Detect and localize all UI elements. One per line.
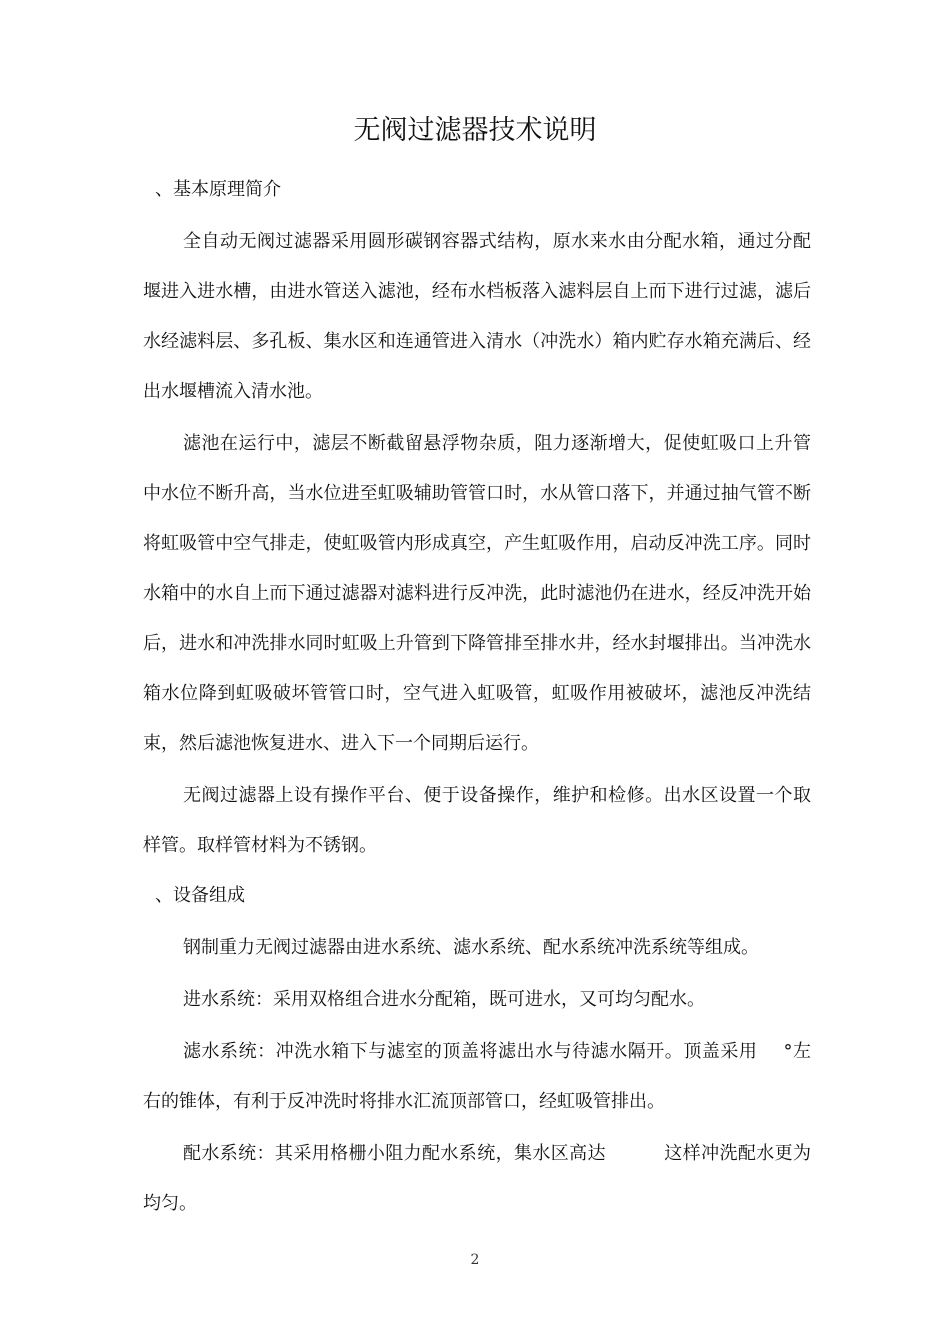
distribution-text-b: 这样冲洗配水更为均匀。 <box>143 1143 812 1214</box>
document-body <box>143 165 811 1229</box>
paragraph-distribution-system <box>143 1129 811 1229</box>
paragraph-filter-system <box>143 1027 811 1127</box>
filter-system-text-b: 左右的锥体，有利于反冲洗时将排水汇流顶部管口，经虹吸管排出。 <box>143 1041 811 1112</box>
document-title: 无阀过滤器技术说明 <box>353 115 597 146</box>
paragraph-composition-intro: 钢制重力无阀过滤器由进水系统、滤水系统、配水系统冲洗系统等组成。 <box>183 937 759 958</box>
filter-system-text-a: 滤水系统：冲洗水箱下与滤室的顶盖将滤出水与待滤水隔开。顶盖采用 <box>183 1041 758 1062</box>
paragraph-inlet-system: 进水系统：采用双格组合进水分配箱，既可进水，又可均匀配水。 <box>183 989 705 1010</box>
paragraph-principle-3: 无阀过滤器上设有操作平台、便于设备操作，维护和检修。出水区设置一个取样管。取样管材料为不锈钢。 <box>143 785 811 856</box>
page-number: 2 <box>470 1252 480 1268</box>
paragraph-principle-1: 全自动无阀过滤器采用圆形碳钢容器式结构，原水来水由分配水箱，通过分配堰进入进水槽，由进水管送入滤池，经布水档板落入滤料层自上而下进行过滤，滤后水经滤料层、多孔板、集水区和连通管进入清水（冲洗水）箱内贮存水箱充满后、经出水堰槽流入清水池。 <box>143 231 811 402</box>
section-heading-principle: 、基本原理简介 <box>155 179 281 200</box>
degree-symbol: ° <box>783 1041 793 1062</box>
paragraph-principle-2: 滤池在运行中，滤层不断截留悬浮物杂质，阻力逐渐增大，促使虹吸口上升管中水位不断升高，当水位进至虹吸辅助管管口时，水从管口落下，并通过抽气管不断将虹吸管中空气排走，使虹吸管内形成真空，产生虹吸作用，启动反冲洗工序。同时水箱中的水自上而下通过滤器对滤料进行反冲洗，此时滤池仍在进水，经反冲洗开始后，进水和冲洗排水同时虹吸上升管到下降管排至排水井，经水封堰排出。当冲洗水箱水位降到虹吸破坏管管口时，空气进入虹吸管，虹吸作用被破坏，滤池反冲洗结束，然后滤池恢复进水、进入下一个同期后运行。 <box>143 433 811 754</box>
distribution-text-a: 配水系统：其采用格栅小阻力配水系统，集水区高达 <box>183 1143 606 1164</box>
section-heading-composition: 、设备组成 <box>155 885 245 906</box>
